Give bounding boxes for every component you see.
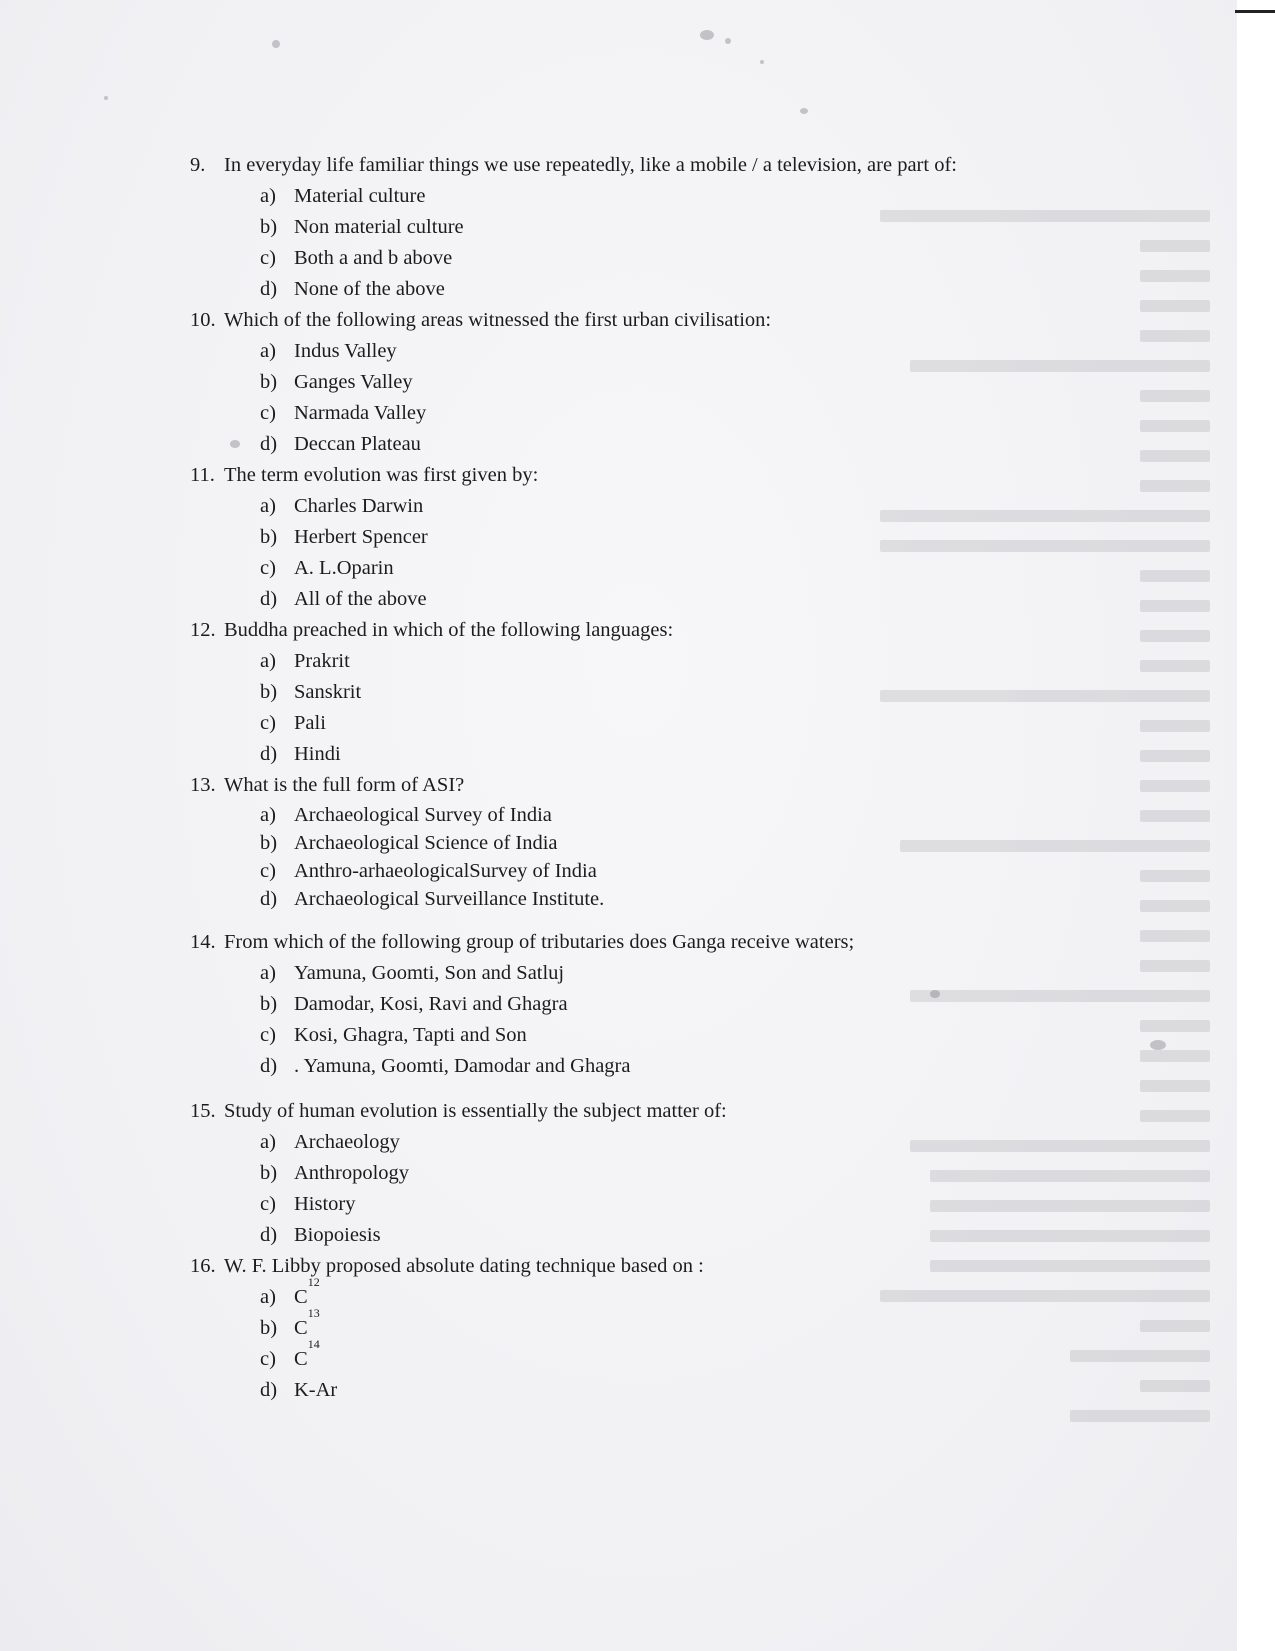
option-list: [260, 646, 1050, 770]
option-c: c) Narmada Valley: [260, 402, 427, 424]
option-a: a) Material culture: [260, 185, 426, 207]
question-9: [190, 150, 1050, 305]
option-d: d) Deccan Plateau: [260, 433, 421, 455]
isotope-superscript: 14: [307, 1337, 320, 1351]
option-b: b) Non material culture: [260, 216, 464, 238]
scan-speck: [700, 30, 714, 40]
option-list: [260, 336, 1050, 460]
option-c: c) Kosi, Ghagra, Tapti and Son: [260, 1024, 527, 1046]
question-number: 13.: [190, 774, 216, 796]
option-a: a) C 12: [260, 1282, 1050, 1313]
option-a: a) Archaeological Survey of India: [260, 804, 552, 826]
option-a: a) Charles Darwin: [260, 495, 424, 517]
option-a: a) Archaeology: [260, 1131, 400, 1153]
question-number: 12.: [190, 619, 216, 641]
option-d: d) K-Ar: [260, 1379, 338, 1401]
isotope-superscript: 13: [307, 1306, 320, 1320]
option-d: d) Biopoiesis: [260, 1224, 381, 1246]
option-d: d) Hindi: [260, 743, 341, 765]
option-c: c) Pali: [260, 712, 326, 734]
option-list: [260, 958, 1050, 1082]
option-b: b) C 13: [260, 1313, 1050, 1344]
scan-speck: [1150, 1040, 1166, 1050]
option-c: c) A. L.Oparin: [260, 557, 394, 579]
option-c: c) History: [260, 1193, 356, 1215]
option-a: a) Yamuna, Goomti, Son and Satluj: [260, 962, 565, 984]
option-list: [260, 801, 1050, 913]
option-list: [260, 181, 1050, 305]
option-a: a) Prakrit: [260, 650, 350, 672]
option-b: b) Herbert Spencer: [260, 526, 428, 548]
question-text: Buddha preached in which of the following languages:: [224, 619, 674, 641]
option-b: b) Sanskrit: [260, 681, 362, 703]
question-number: 10.: [190, 309, 216, 331]
question-text: In everyday life familiar things we use repeatedly, like a mobile / a television, are part of:: [224, 154, 957, 176]
question-number: 9.: [190, 154, 206, 176]
option-b: b) Ganges Valley: [260, 371, 413, 393]
question-text: From which of the following group of tributaries does Ganga receive waters;: [224, 931, 855, 953]
option-list: [260, 491, 1050, 615]
option-d: d) . Yamuna, Goomti, Damodar and Ghagra: [260, 1055, 631, 1077]
question-text: What is the full form of ASI?: [224, 774, 465, 796]
option-d: d) All of the above: [260, 588, 427, 610]
question-text: Which of the following areas witnessed the first urban civilisation:: [224, 309, 772, 331]
option-list: [260, 1127, 1050, 1251]
question-text: The term evolution was first given by:: [224, 464, 539, 486]
question-14: [190, 927, 1050, 1082]
question-16: [190, 1251, 1050, 1406]
question-list: [190, 150, 1050, 1406]
page-right-margin: [1237, 0, 1275, 1651]
option-d: d) None of the above: [260, 278, 445, 300]
option-c: c) Both a and b above: [260, 247, 453, 269]
scan-speck: [760, 60, 764, 64]
question-number: 14.: [190, 931, 216, 953]
option-b: b) Archaeological Science of India: [260, 832, 558, 854]
question-number: 15.: [190, 1100, 216, 1122]
scan-speck: [272, 40, 280, 48]
scan-speck: [104, 96, 108, 100]
option-d: d) Archaeological Surveillance Institute.: [260, 888, 605, 910]
scan-speck: [800, 108, 808, 114]
option-list: [260, 1275, 1050, 1406]
option-a: a) Indus Valley: [260, 340, 397, 362]
question-15: [190, 1096, 1050, 1251]
question-10: [190, 305, 1050, 460]
scan-speck: [725, 38, 731, 44]
option-b: b) Damodar, Kosi, Ravi and Ghagra: [260, 993, 568, 1015]
question-number: 16.: [190, 1255, 216, 1277]
question-number: 11.: [190, 464, 215, 486]
option-c: c) Anthro-arhaeologicalSurvey of India: [260, 860, 597, 882]
question-text: W. F. Libby proposed absolute dating technique based on :: [224, 1255, 704, 1277]
isotope-superscript: 12: [307, 1275, 320, 1289]
scan-edge-mark: [1235, 10, 1275, 13]
option-c: c) C 14: [260, 1344, 1050, 1375]
question-11: [190, 460, 1050, 615]
question-text: Study of human evolution is essentially the subject matter of:: [224, 1100, 727, 1122]
option-b: b) Anthropology: [260, 1162, 410, 1184]
question-13: [190, 770, 1050, 913]
question-12: [190, 615, 1050, 770]
